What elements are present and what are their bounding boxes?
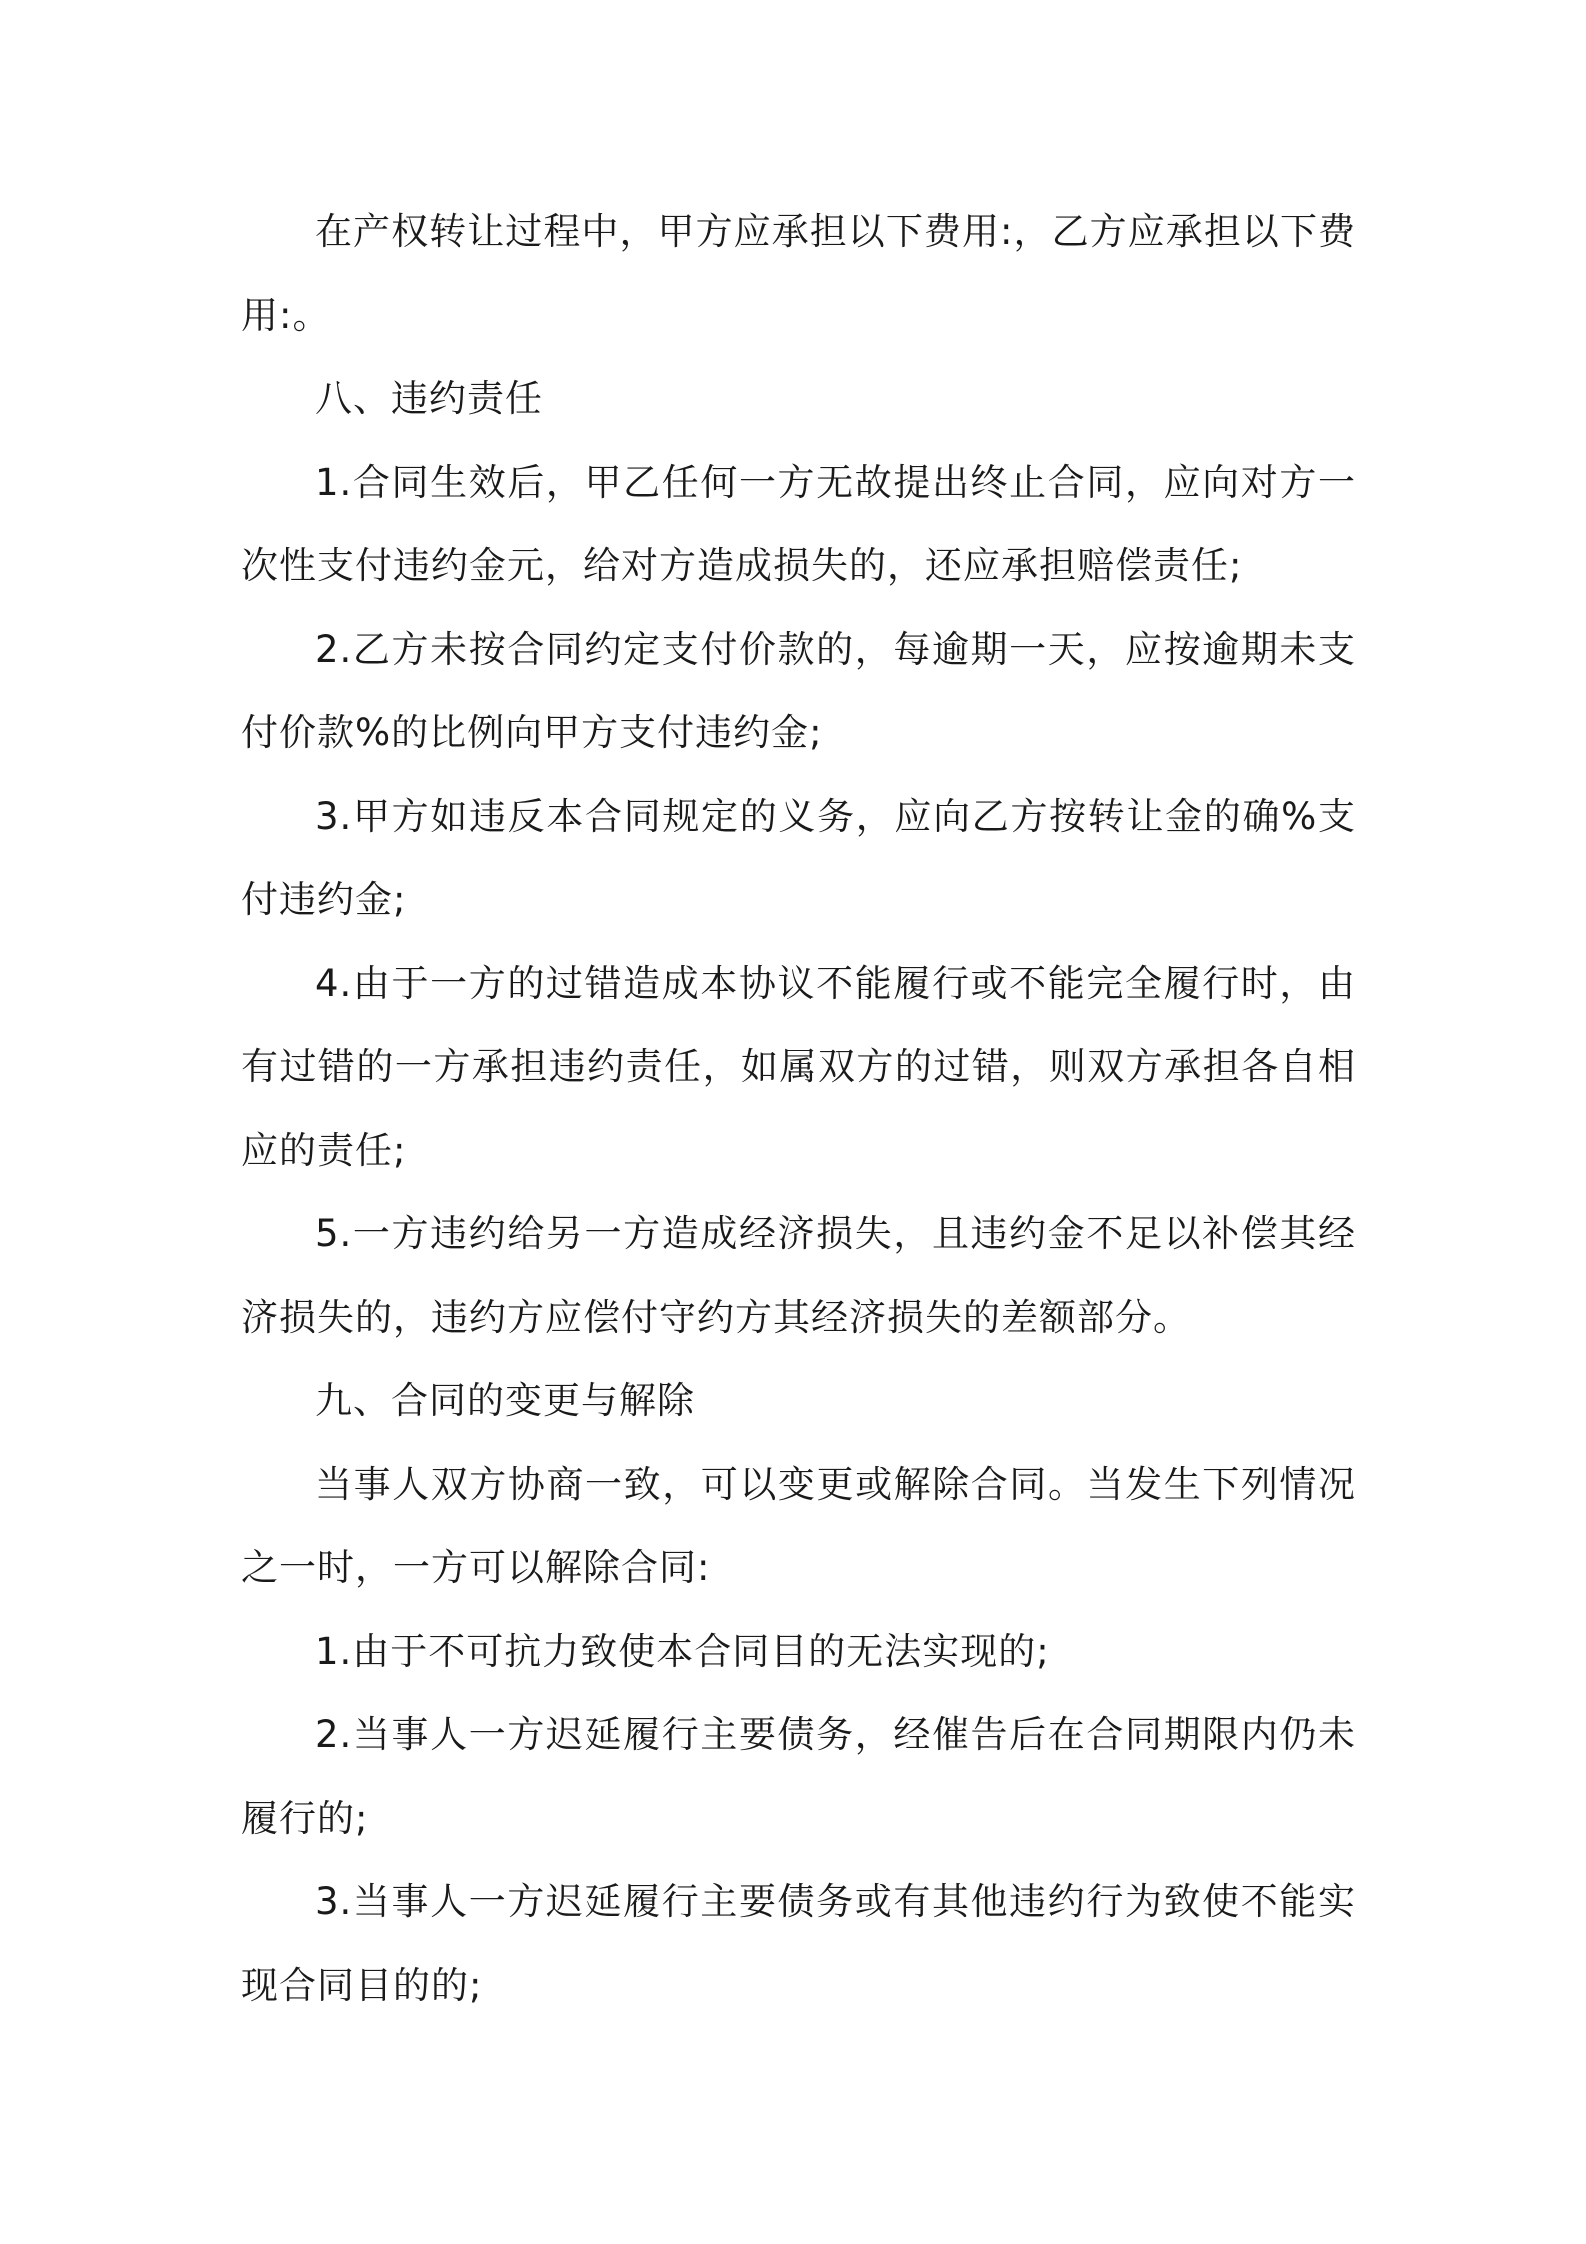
clause-termination-2: 2.当事人一方迟延履行主要债务，经催告后在合同期限内仍未履行的; (241, 1713, 1356, 1840)
clause-breach-1: 1.合同生效后，甲乙任何一方无故提出终止合同，应向对方一次性支付违约金元，给对方造成损失的，还应承担赔偿责任; (241, 460, 1356, 587)
clause-breach-2: 2.乙方未按合同约定支付价款的，每逾期一天，应按逾期未支付价款%的比例向甲方支付违约金; (241, 627, 1356, 754)
section-heading-modification-termination: 九、合同的变更与解除 (315, 1379, 695, 1422)
document-body (241, 190, 1356, 2027)
clause-breach-3: 3.甲方如违反本合同规定的义务，应向乙方按转让金的确%支付违约金; (241, 794, 1356, 921)
section-heading-breach-liability: 八、违约责任 (315, 377, 543, 420)
paragraph-transfer-costs: 在产权转让过程中，甲方应承担以下费用:，乙方应承担以下费用:。 (241, 210, 1356, 337)
clause-termination-3: 3.当事人一方迟延履行主要债务或有其他违约行为致使不能实现合同目的的; (241, 1880, 1356, 2007)
clause-breach-5: 5.一方违约给另一方造成经济损失，且违约金不足以补偿其经济损失的，违约方应偿付守约方其经济损失的差额部分。 (241, 1212, 1356, 1339)
paragraph-termination-intro: 当事人双方协商一致，可以变更或解除合同。当发生下列情况之一时，一方可以解除合同: (241, 1462, 1356, 1589)
clause-termination-1: 1.由于不可抗力致使本合同目的无法实现的; (315, 1629, 1050, 1673)
clause-breach-4: 4.由于一方的过错造成本协议不能履行或不能完全履行时，由有过错的一方承担违约责任，如属双方的过错，则双方承担各自相应的责任; (241, 961, 1356, 1172)
